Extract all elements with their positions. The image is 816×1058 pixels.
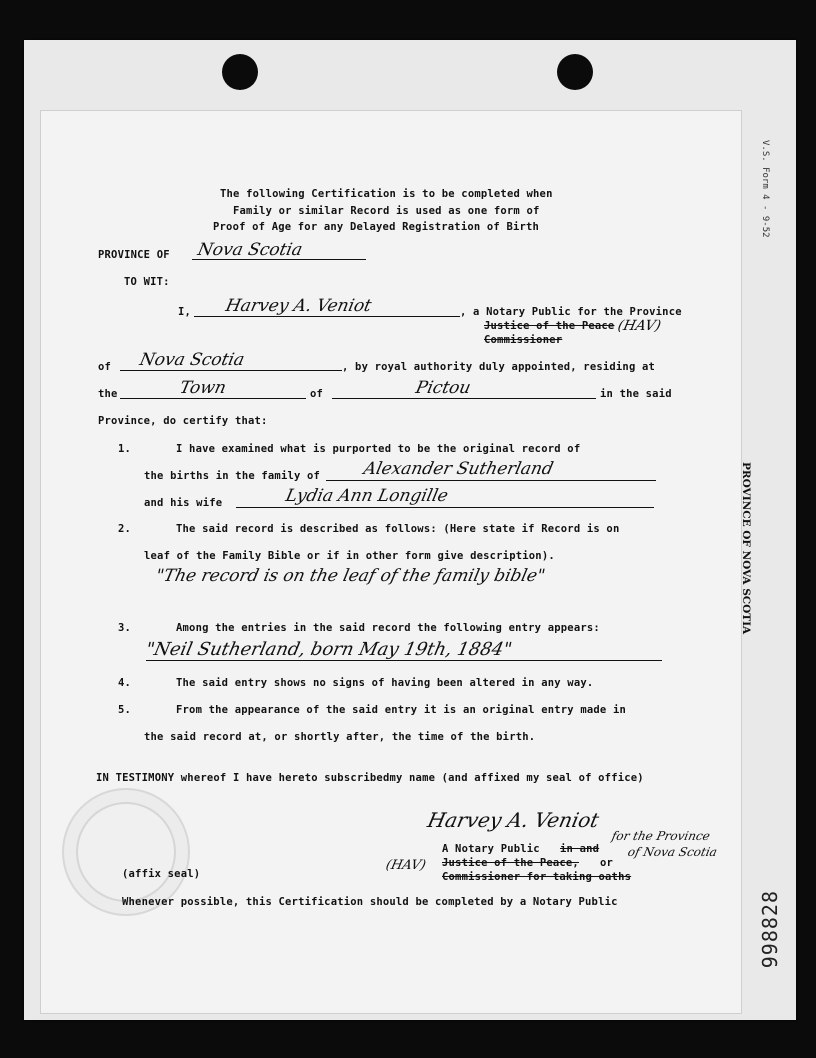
signature: Harvey A. Veniot [425, 808, 602, 832]
signature-initials: (HAV) [384, 858, 428, 873]
header-line-1: The following Certification is to be completed when [220, 188, 553, 200]
the-suffix: in the said [600, 388, 672, 400]
province-value: Nova Scotia [195, 240, 305, 260]
footer-note: Whenever possible, this Certification should be completed by a Notary Public [122, 896, 618, 908]
place-name: Pictou [413, 378, 473, 398]
item2-text: The said record is described as follows: (Here state if Record is on [176, 523, 620, 535]
declarant-suffix: , a Notary Public for the Province [460, 306, 682, 318]
record-description: "The record is on the leaf of the family bible" [153, 566, 547, 586]
header-line-3: Proof of Age for any Delayed Registration of Birth [213, 221, 540, 233]
punch-hole-left [222, 54, 258, 90]
item2-line2: leaf of the Family Bible or if in other form give description). [144, 550, 555, 562]
title-justice: Justice of the Peace, [442, 857, 579, 869]
declarant-initials: (HAV) [616, 318, 663, 334]
item5-text: From the appearance of the said entry it is an original entry made in [176, 704, 626, 716]
item4-text: The said entry shows no signs of having been altered in any way. [176, 677, 594, 689]
family-line [326, 480, 656, 481]
place-type: Town [177, 378, 228, 398]
item4-number: 4. [118, 677, 132, 689]
record-entry: "Neil Sutherland, born May 19th, 1884" [143, 639, 514, 660]
item5-number: 5. [118, 704, 132, 716]
to-wit: TO WIT: [124, 276, 170, 288]
title-notary: A Notary Public [442, 843, 540, 855]
certify-text: Province, do certify that: [98, 415, 268, 427]
handwritten-province: for the Province [610, 829, 712, 843]
of-prefix: of [98, 361, 112, 373]
serial-number: 998828 [758, 890, 782, 969]
title-commissioner: Commissioner for taking oaths [442, 871, 632, 883]
of-suffix: , by royal authority duly appointed, residing at [342, 361, 656, 373]
place-type-line [120, 398, 306, 399]
title-or: or [600, 857, 614, 869]
family-name: Alexander Sutherland [361, 459, 556, 479]
province-label: PROVINCE OF [98, 249, 170, 261]
item1-line2: the births in the family of [144, 470, 321, 482]
justice-struck: Justice of the Peace [484, 320, 615, 332]
declarant-line [194, 316, 460, 317]
the-mid: of [310, 388, 324, 400]
place-line [332, 398, 596, 399]
commissioner-struck: Commissioner [484, 334, 563, 346]
the-prefix: the [98, 388, 118, 400]
item3-text: Among the entries in the said record the following entry appears: [176, 622, 600, 634]
handwritten-nova-scotia: of Nova Scotia [626, 845, 719, 859]
wife-line [236, 507, 654, 508]
declarant-name: Harvey A. Veniot [223, 296, 374, 316]
of-line [120, 370, 342, 371]
province-stamp: PROVINCE OF NOVA SCOTIA [740, 462, 752, 635]
item1-number: 1. [118, 443, 132, 455]
declarant-prefix: I, [178, 306, 192, 318]
item3-number: 3. [118, 622, 132, 634]
form-number: V.S. Form 4 - 9-52 [760, 140, 770, 238]
item5-line2: the said record at, or shortly after, the time of the birth. [144, 731, 536, 743]
affix-seal: (affix seal) [122, 868, 201, 880]
entry-line [146, 660, 662, 661]
header-line-2: Family or similar Record is used as one form of [233, 205, 540, 217]
title-struck-in-and: in and [560, 843, 600, 855]
wife-label: and his wife [144, 497, 223, 509]
of-value: Nova Scotia [137, 350, 247, 370]
wife-name: Lydia Ann Longille [283, 486, 450, 506]
item2-number: 2. [118, 523, 132, 535]
province-line [192, 259, 366, 260]
testimony-text: IN TESTIMONY whereof I have hereto subscribedmy name (and affixed my seal of office) [96, 772, 644, 784]
punch-hole-right [557, 54, 593, 90]
item1-text: I have examined what is purported to be the original record of [176, 443, 581, 455]
